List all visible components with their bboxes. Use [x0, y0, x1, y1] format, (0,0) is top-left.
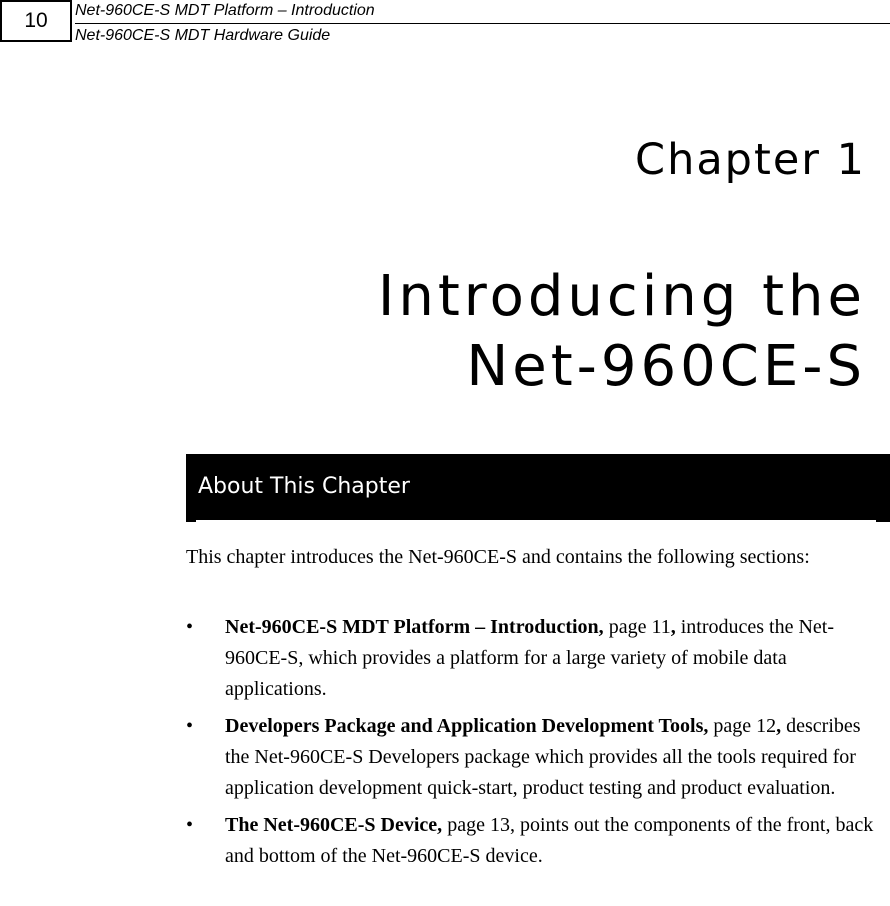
chapter-title-line-1: Introducing the: [377, 264, 866, 329]
chapter-title: [378, 262, 866, 402]
page-number: 10: [0, 0, 72, 42]
bullet-icon: •: [186, 814, 194, 836]
list-item-title: Net-960CE-S MDT Platform – Introduction,: [225, 616, 604, 638]
list-item-title: Developers Package and Application Development Tools,: [225, 715, 709, 737]
chapter-label: Chapter 1: [635, 135, 866, 185]
list-item: [186, 612, 886, 705]
list-item-description: introduces the Net-960CE-S, which provides a platform for a large variety of mobile data applications.: [225, 616, 834, 700]
list-item-description: , points out the components of the front, back and bottom of the Net-960CE-S device.: [225, 814, 874, 867]
intro-paragraph: This chapter introduces the Net-960CE-S and contains the following sections:: [186, 546, 810, 568]
section-heading: About This Chapter: [198, 474, 410, 499]
list-item-page-ref[interactable]: page 11: [603, 616, 671, 638]
list-item-page-comma: ,: [670, 616, 676, 638]
bullet-icon: •: [186, 715, 194, 737]
list-item-title: The Net-960CE-S Device,: [225, 814, 443, 836]
list-item: [186, 810, 886, 872]
running-header-document: Net-960CE-S MDT Hardware Guide: [75, 27, 331, 44]
section-heading-bar: [186, 454, 890, 522]
list-item-page-ref[interactable]: page 13: [442, 814, 510, 836]
section-list: [186, 612, 886, 878]
list-item-description: describes the Net-960CE-S Developers package which provides all the tools required for application development quick-start, product testing and product evaluation.: [225, 715, 861, 799]
bullet-icon: •: [186, 616, 194, 638]
list-item: [186, 711, 886, 804]
section-heading-rule: [196, 520, 876, 522]
list-item-page-comma: ,: [776, 715, 782, 737]
chapter-title-line-2: Net-960CE-S: [466, 334, 866, 399]
running-header-section: Net-960CE-S MDT Platform – Introduction: [75, 0, 890, 24]
list-item-page-ref[interactable]: page 12: [708, 715, 777, 737]
